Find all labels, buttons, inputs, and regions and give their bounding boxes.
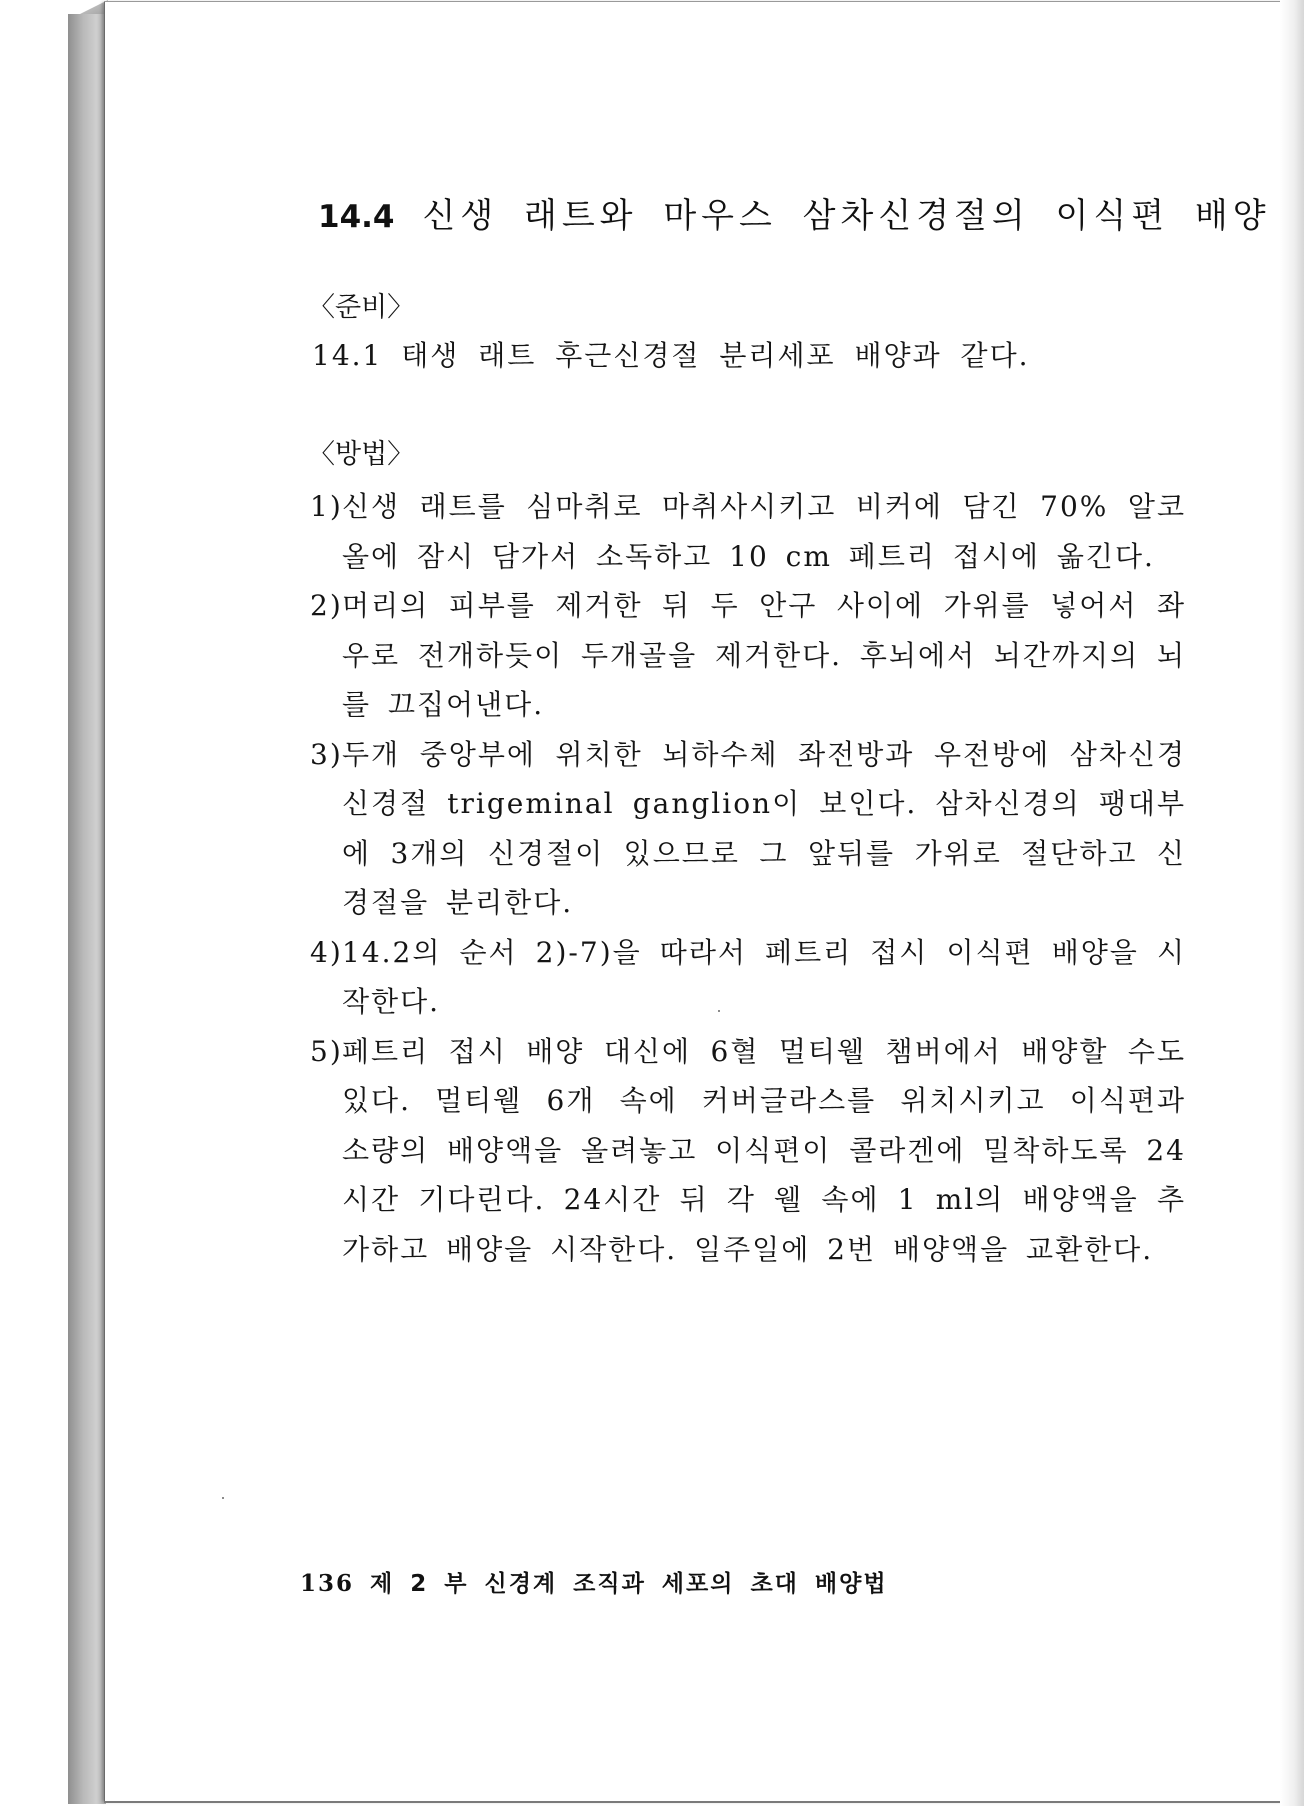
step-text: 머리의 피부를 제거한 뒤 두 안구 사이에 가위를 넣어서 좌우로 전개하듯이 두개골을 제거한다. 후뇌에서 뇌간까지의 뇌를 끄집어낸다. <box>342 589 1186 721</box>
page-number: 136 <box>300 1570 355 1597</box>
page-top-edge <box>104 1 1300 2</box>
running-title: 제 2 부 신경계 조직과 세포의 초대 배양법 <box>370 1571 888 1597</box>
step-marker: 4) <box>310 935 343 969</box>
step-marker: 3) <box>310 737 343 771</box>
scan-speck <box>222 1497 224 1499</box>
book-spine <box>68 14 106 1804</box>
step-text: 14.2의 순서 2)-7)을 따라서 페트리 접시 이식편 배양을 시작한다. <box>342 935 1186 1018</box>
step-marker: 1) <box>310 490 343 523</box>
method-step-5 <box>310 1027 1186 1275</box>
section-heading <box>318 188 1271 237</box>
method-step-1 <box>310 482 1186 581</box>
step-text: 신생 래트를 심마취로 마취사시키고 비커에 담긴 70% 알코올에 잠시 담가서 소독하고 10 cm 페트리 접시에 옮긴다. <box>342 490 1186 573</box>
section-title: 신생 래트와 마우스 삼차신경절의 이식편 배양 <box>422 196 1271 236</box>
method-step-2 <box>310 581 1186 730</box>
step-text: 두개 중앙부에 위치한 뇌하수체 좌전방과 우전방에 삼차신경 신경절 trigeminal ganglion이 보인다. 삼차신경의 팽대부에 3개의 신경절이 있으므로 그 앞뒤를 가위로 절단하고 신경절을 분리한다. <box>342 737 1186 919</box>
step-marker: 2) <box>310 589 343 622</box>
method-steps <box>310 482 1186 1274</box>
page-bottom-edge <box>104 1801 1300 1803</box>
scan-speck <box>718 1010 720 1012</box>
page-right-edge <box>1280 0 1304 1806</box>
step-marker: 5) <box>310 1034 343 1068</box>
preparation-label: 〈준비〉 <box>308 292 415 323</box>
method-label: 〈방법〉 <box>308 439 415 470</box>
step-text: 페트리 접시 배양 대신에 6혈 멀티웰 챔버에서 배양할 수도 있다. 멀티웰 6개 속에 커버글라스를 위치시키고 이식편과 소량의 배양액을 올려놓고 이식편이 콜라겐에 밀착하도록 24시간 기다린다. 24시간 뒤 각 웰 속에 1 ml의 배양액을 추가하고 배양을 시작한다. 일주일에 2번 배양액을 교환한다. <box>342 1034 1186 1266</box>
method-step-3 <box>310 730 1186 928</box>
preparation-text: 14.1 태생 래트 후근신경절 분리세포 배양과 같다. <box>312 339 1030 372</box>
section-number: 14.4 <box>318 199 395 235</box>
method-step-4 <box>310 928 1186 1027</box>
page-footer <box>300 1565 888 1598</box>
